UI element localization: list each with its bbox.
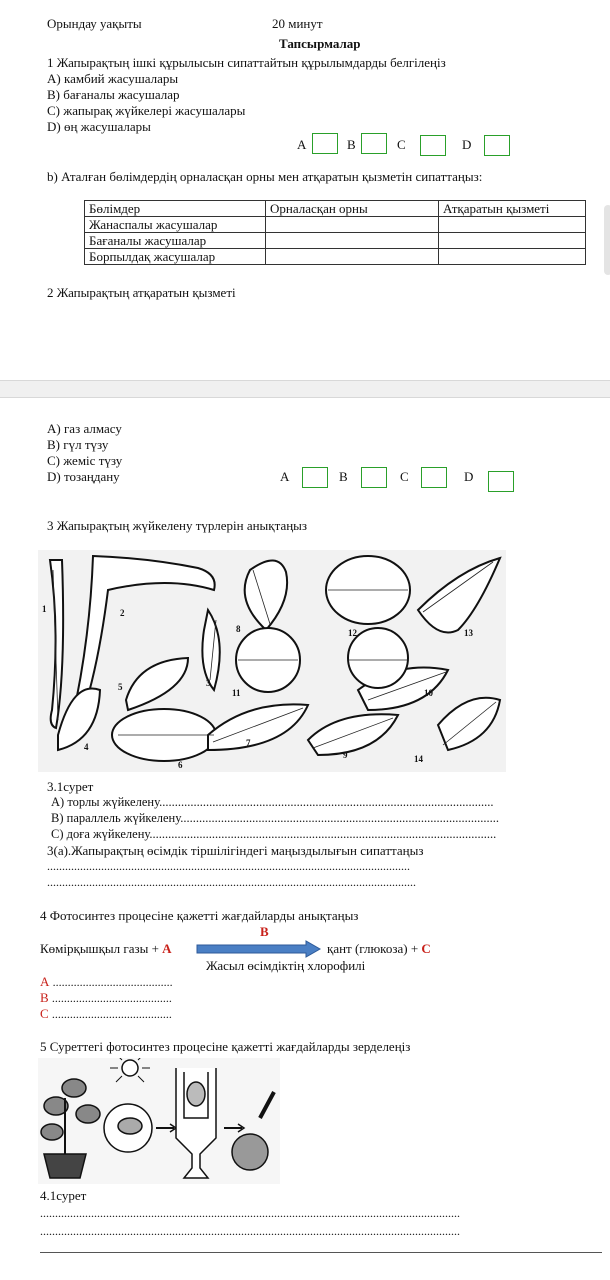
answer-label: В [40,990,49,1005]
task1-letter-c: C [397,137,406,152]
task1-answer-box-a[interactable] [312,133,338,154]
figure-number: 4 [84,742,89,752]
figure-number: 14 [414,754,423,764]
task1-letter-b: B [347,137,356,152]
task3-question: 3 Жапырақтың жүйкелену түрлерін анықтаңыз [47,518,308,533]
figure-number: 1 [42,604,47,614]
task2-question: 2 Жапырақтың атқаратын қызметі [47,285,236,300]
figure-number: 6 [178,760,183,770]
task4-label-a: A [162,941,172,956]
task1-option-a: А) камбий жасушалары [47,71,179,86]
table-row [85,233,586,249]
table-cell-empty[interactable] [266,233,439,249]
figure-number: 3 [206,678,211,688]
task5-answer-line[interactable]: ............................................................................................................................................ [40,1224,460,1238]
task1-answer-box-b[interactable] [361,133,387,154]
table-cell-empty[interactable] [439,249,586,265]
figure-number: 12 [348,628,357,638]
page-scrollbar[interactable] [604,205,610,275]
task3-answer-b[interactable]: В) параллель жүйкелену...................................................................................................... [51,811,499,825]
task2-option-c: С) жеміс түзу [47,453,123,468]
page-title: Тапсырмалар [279,36,361,51]
task4-answer-b[interactable] [40,990,172,1006]
stained-leaf-icon [232,1134,268,1170]
task1-answer-box-d[interactable] [484,135,510,156]
task3-sub-question: 3(а).Жапырақтың өсімдік тіршілігіндегі маңыздылығын сипаттаңыз [47,843,424,858]
task2-letter-b: B [339,469,348,484]
photosynthesis-experiment-figure [38,1058,280,1184]
equation-left: Көмірқышқыл газы + [40,941,163,956]
figure-number: 7 [246,738,251,748]
table-cell-part: Бағаналы жасушалар [85,233,266,249]
task3-caption: 3.1сурет [47,779,94,794]
task2-answer-box-d[interactable] [488,471,514,492]
equation-right: қант (глюкоза) + [327,941,422,956]
task4-label-c: C [421,941,431,956]
flower-pot-icon [44,1154,86,1178]
table-cell-part: Борпылдақ жасушалар [85,249,266,265]
table-row [85,249,586,265]
task4-answer-c[interactable] [40,1006,172,1022]
figure-number: 2 [120,608,125,618]
table-header-cell: Бөлімдер [85,201,266,217]
figure-number: 5 [118,682,123,692]
task4-question: 4 Фотосинтез процесіне қажетті жағдайларды анықтаңыз [40,908,359,923]
task4-equation [40,941,172,956]
table-cell-empty[interactable] [439,217,586,233]
task4-equation-right [327,941,431,956]
leaf-12b-icon [348,628,408,688]
task2-option-d: D) тозаңдану [47,469,120,484]
task1-question: 1 Жапырақтың ішкі құрылысын сипаттайтын құрылымдарды белгілеңіз [47,55,446,70]
task1-letter-d: D [462,137,472,152]
task1-option-b: В) бағаналы жасушалар [47,87,180,102]
task5-answer-line[interactable]: ............................................................................................................................................ [40,1206,460,1220]
task2-option-a: А) газ алмасу [47,421,122,436]
task2-option-b: В) гүл түзу [47,437,109,452]
task5-question: 5 Суреттегі фотосинтез процесіне қажетті жағдайларды зерделеңіз [40,1039,411,1054]
task3-answer-a[interactable]: А) торлы жүйкелену........................................................................................................... [51,795,494,809]
reaction-arrow-icon [196,940,322,958]
task3-answer-line[interactable]: ......................................................................................................................... [47,859,410,873]
leaf-in-beaker-icon [187,1082,205,1106]
figure-number: 13 [464,628,473,638]
task1-option-c: С) жапырақ жүйкелері жасушалары [47,103,246,118]
table-cell-empty[interactable] [266,249,439,265]
table-header-cell: Орналасқан орны [266,201,439,217]
table-cell-empty[interactable] [266,217,439,233]
figure-number: 11 [232,688,241,698]
table-cell-empty[interactable] [439,233,586,249]
figure-number: 8 [236,624,241,634]
task4-label-b: B [260,924,269,939]
task5-caption: 4.1сурет [40,1188,87,1203]
time-value: 20 минут [272,16,323,31]
answer-dots: ........................................ [52,975,173,989]
task1-answer-box-c[interactable] [420,135,446,156]
parts-table [84,200,586,265]
task2-letter-d: D [464,469,474,484]
task3-answer-c[interactable]: С) доға жүйкелену............................................................................................................... [51,827,497,841]
task4-answer-a[interactable] [40,974,173,990]
table-header-row [85,201,586,217]
answer-underline[interactable] [40,1252,602,1253]
answer-dots: ........................................ [51,1007,172,1021]
answer-label: С [40,1006,49,1021]
task1-option-d: D) өң жасушалары [47,119,151,134]
task2-answer-box-c[interactable] [421,467,447,488]
task2-letter-a: A [280,469,290,484]
answer-dots: ........................................ [51,991,172,1005]
answer-label: А [40,974,50,989]
table-row [85,217,586,233]
figure-number: 10 [424,688,433,698]
table-cell-part: Жанаспалы жасушалар [85,217,266,233]
task3-answer-line[interactable]: ........................................................................................................................... [47,875,416,889]
sun-icon [122,1060,138,1076]
page-break [0,380,610,398]
leaf-venation-figure [38,550,506,772]
task2-letter-c: C [400,469,409,484]
time-label: Орындау уақыты [47,16,142,31]
figure-number: 9 [343,750,348,760]
task2-answer-box-b[interactable] [361,467,387,488]
table-header-cell: Атқаратын қызметі [439,201,586,217]
task1b-question: b) Аталған бөлімдердің орналасқан орны мен атқаратын қызметін сипаттаңыз: [47,169,483,184]
task2-answer-box-a[interactable] [302,467,328,488]
task1-letter-a: A [297,137,307,152]
task4-below-arrow: Жасыл өсімдіктің хлорофилі [206,958,366,973]
